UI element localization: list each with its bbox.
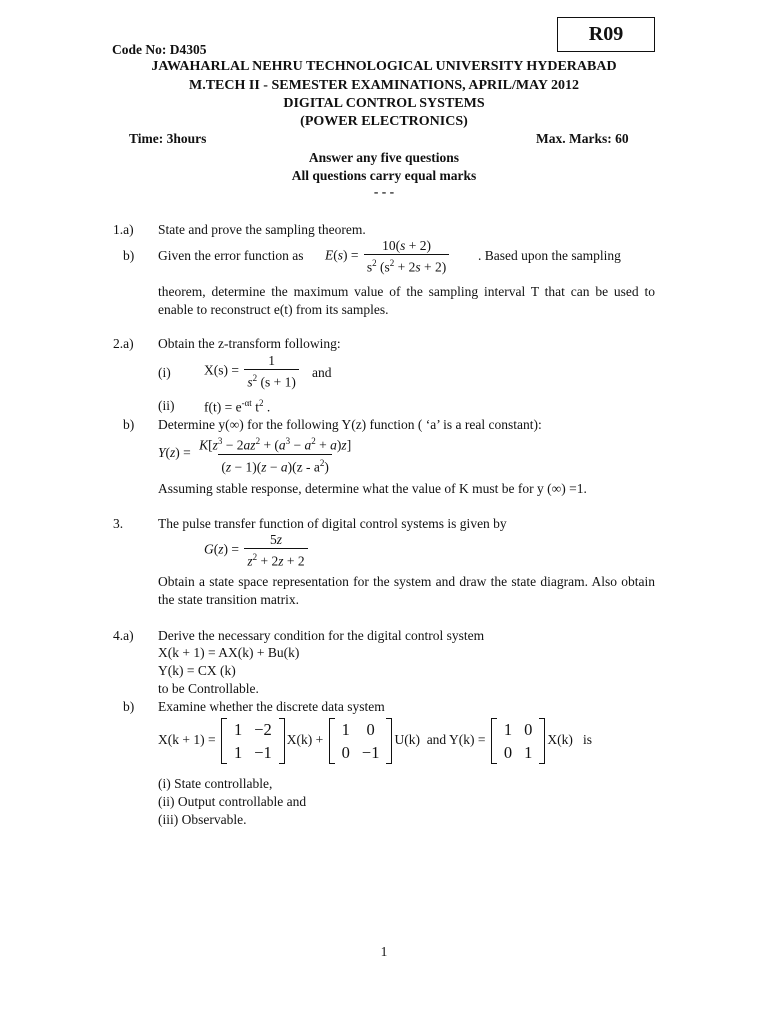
q1b-text-mid: . Based upon the sampling [478,248,621,263]
q3-text-2: Obtain a state space representation for the system and draw the state diagram. Also obtain the state transition matrix. [158,574,655,607]
q1b-number: b) [123,248,135,263]
q1b-text-rest: theorem, determine the maximum value of the sampling interval T that can be used to enable to reconstruct e(t) from its samples. [158,284,655,317]
q2b-number: b) [123,417,135,432]
instruction-1: Answer any five questions [308,150,460,165]
q4a-text-2: to be Controllable. [158,681,259,696]
q2a-and: and [312,365,332,380]
exam-title: M.TECH II - SEMESTER EXAMINATIONS, APRIL/MAY 2012 [189,78,579,93]
branch-title: (POWER ELECTRONICS) [300,114,468,129]
q1a-number: 1.a) [113,222,134,237]
q2b-text: Determine y(∞) for the following Y(z) function ( ‘a’ is a real constant): [158,417,542,432]
yz-formula: Y(z) = $\frac{K[z^3 - 2az^2 + (a^3 - a^2 + a)z]}{(z - 1)(z - a)(z - a^2)}$ [158,436,352,474]
q4a-number: 4.a) [113,628,134,643]
q4b-option-1: (i) State controllable, [158,776,273,791]
regulation-badge: R09 [557,17,655,52]
q4b-option-2: (ii) Output controllable and [158,794,307,809]
q4b-text: Examine whether the discrete data system [158,699,385,714]
max-marks: Max. Marks: 60 [536,131,629,146]
separator: - - - [373,184,395,199]
q4b-is: is [583,732,593,748]
q4a-eq2: Y(k) = CX (k) [158,663,236,678]
q4a-eq1: X(k + 1) = AX(k) + Bu(k) [158,645,300,660]
q1a-text: State and prove the sampling theorem. [158,222,366,237]
university-name: JAWAHARLAL NEHRU TECHNOLOGICAL UNIVERSITY HYDERABAD [151,59,617,74]
q3-text: The pulse transfer function of digital control systems is given by [158,516,507,531]
q2a-text: Obtain the z-transform following: [158,336,341,351]
time-allowed: Time: 3hours [129,131,207,146]
error-function-formula: E(s) = $\frac{10(s + 2)}{s^2 (s^2 + 2s + 2)}$ [325,238,451,275]
instruction-2: All questions carry equal marks [291,168,477,183]
q2a-ii-label: (ii) [158,398,175,413]
xs-formula: X(s) = $\frac{1}{s^2 (s + 1)}$ [204,353,301,390]
q4a-text: Derive the necessary condition for the digital control system [158,628,485,643]
q3-number: 3. [113,516,124,531]
page-number: 1 [380,944,388,959]
subject-title: DIGITAL CONTROL SYSTEMS [283,96,485,111]
q4b-option-3: (iii) Observable. [158,812,247,827]
q2a-number: 2.a) [113,336,134,351]
q2a-i-label: (i) [158,365,171,380]
gz-formula: G(z) = $\frac{5z}{z^2 + 2z + 2}$ [204,532,310,569]
q4b-number: b) [123,699,135,714]
q2b-text-2: Assuming stable response, determine what the value of K must be for y (∞) =1. [158,481,587,496]
ft-formula: $f(t) = e^{-\alpha t}$ $t^2$ . [204,398,271,415]
q1b-text-start: Given the error function as [158,248,304,263]
code-number: Code No: D4305 [112,42,207,57]
state-equation: X(k + 1) = 1 −2 1 −1 X(k) + 1 0 0 −1 U(k) and Y(k) = 1 0 0 1 X(k) is [158,720,593,762]
